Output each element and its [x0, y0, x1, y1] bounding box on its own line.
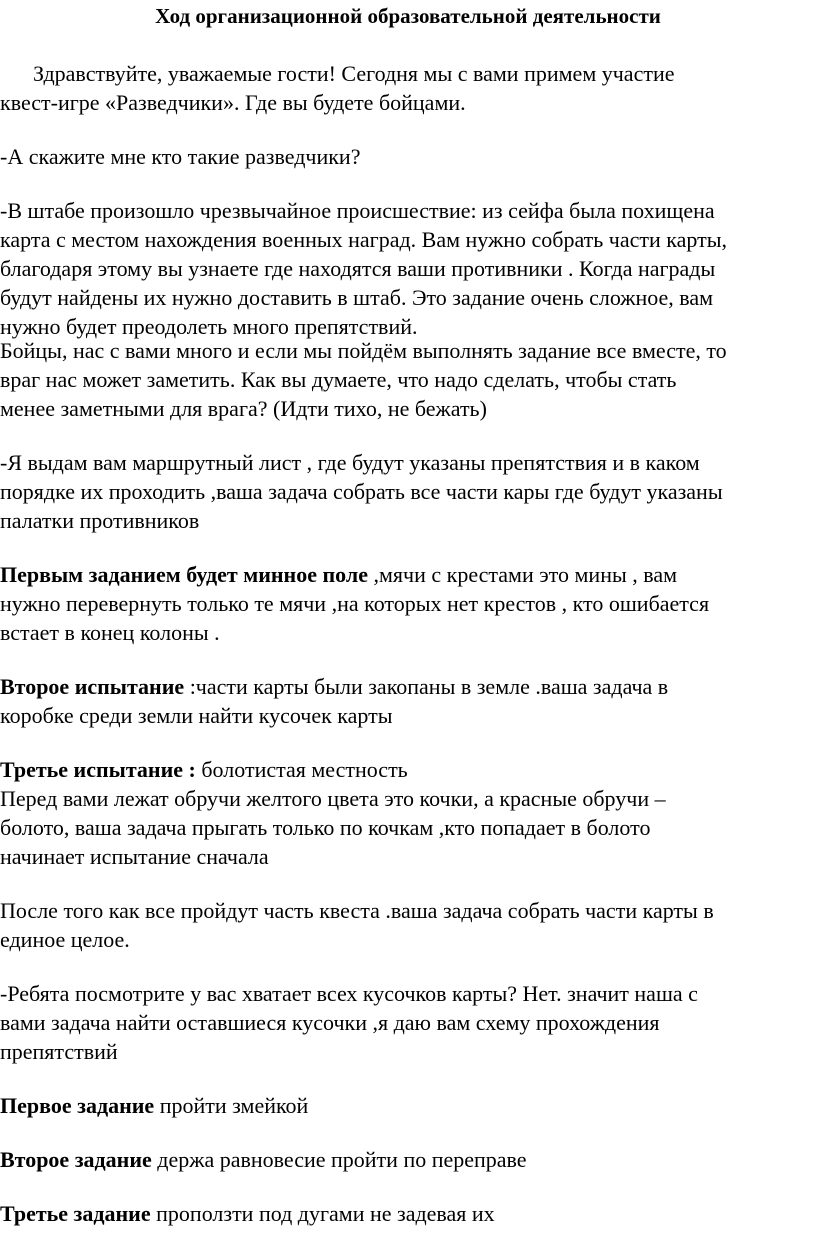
bold-heading: Первое задание: [0, 1093, 155, 1118]
text-line: [0, 1199, 495, 1228]
text-run: держа равновесие пройти по переправе: [151, 1147, 527, 1172]
text-run: проползти под дугами не задевая их: [150, 1201, 495, 1226]
text-line: -В штабе произошло чрезвычайное происшествие: из сейфа была похищена: [0, 198, 715, 223]
text-line: нужно будет преодолеть много препятствий.: [0, 314, 418, 339]
text-run: :части карты были закопаны в земле .ваша задача в: [184, 674, 669, 699]
text-line: [0, 1091, 308, 1120]
text-line: менее заметными для врага? (Идти тихо, не бежать): [0, 396, 487, 421]
text-line: [0, 672, 668, 701]
text-line: благодаря этому вы узнаете где находятся ваши противники . Когда награды: [0, 256, 716, 281]
text-line: препятствий: [0, 1039, 118, 1064]
text-line: [0, 1145, 527, 1174]
text-line: нужно перевернуть только те мячи ,на которых нет крестов , кто ошибается: [0, 591, 710, 616]
text-line: карта с местом нахождения военных наград. Вам нужно собрать части карты,: [0, 227, 727, 252]
bold-heading: Второе испытание: [0, 674, 185, 699]
text-line: Здравствуйте, уважаемые гости! Сегодня мы с вами примем участие: [33, 61, 675, 86]
text-line: болото, ваша задача прыгать только по кочкам ,кто попадает в болото: [0, 815, 651, 840]
text-line: вами задача найти оставшиеся кусочки ,я даю вам схему прохождения: [0, 1010, 660, 1035]
text-line: начинает испытание сначала: [0, 844, 269, 869]
text-line: После того как все пройдут часть квеста .ваша задача собрать части карты в: [0, 898, 714, 923]
text-run: ,мячи с крестами это мины , вам: [367, 562, 678, 587]
text-line: -Ребята посмотрите у вас хватает всех кусочков карты? Нет. значит наша с: [0, 981, 698, 1006]
bold-heading: Первым заданием будет минное поле: [0, 562, 368, 587]
text-line: -Я выдам вам маршрутный лист , где будут указаны препятствия и в каком: [0, 450, 700, 475]
text-line: коробке среди земли найти кусочек карты: [0, 703, 393, 728]
text-run: болотистая местность: [195, 757, 408, 782]
text-run: пройти змейкой: [154, 1093, 309, 1118]
text-line: порядке их проходить ,ваша задача собрать все части кары где будут указаны: [0, 479, 723, 504]
document-title: Ход организационной образовательной деятельности: [155, 4, 661, 28]
text-line: палатки противников: [0, 508, 200, 533]
text-line: будут найдены их нужно доставить в штаб. Это задание очень сложное, вам: [0, 285, 714, 310]
bold-heading: Третье испытание :: [0, 757, 196, 782]
text-line: враг нас может заметить. Как вы думаете, что надо сделать, чтобы стать: [0, 367, 677, 392]
text-line: -А скажите мне кто такие разведчики?: [0, 144, 361, 169]
bold-heading: Второе задание: [0, 1147, 152, 1172]
text-line: [0, 560, 677, 589]
text-line: квест-игре «Разведчики». Где вы будете бойцами.: [0, 90, 466, 115]
bold-heading: Третье задание: [0, 1201, 151, 1226]
text-line: [0, 755, 408, 784]
text-line: Бойцы, нас с вами много и если мы пойдём выполнять задание все вместе, то: [0, 338, 727, 363]
text-line: встает в конец колоны .: [0, 620, 220, 645]
text-line: единое целое.: [0, 927, 130, 952]
text-line: Перед вами лежат обручи желтого цвета это кочки, а красные обручи –: [0, 786, 666, 811]
